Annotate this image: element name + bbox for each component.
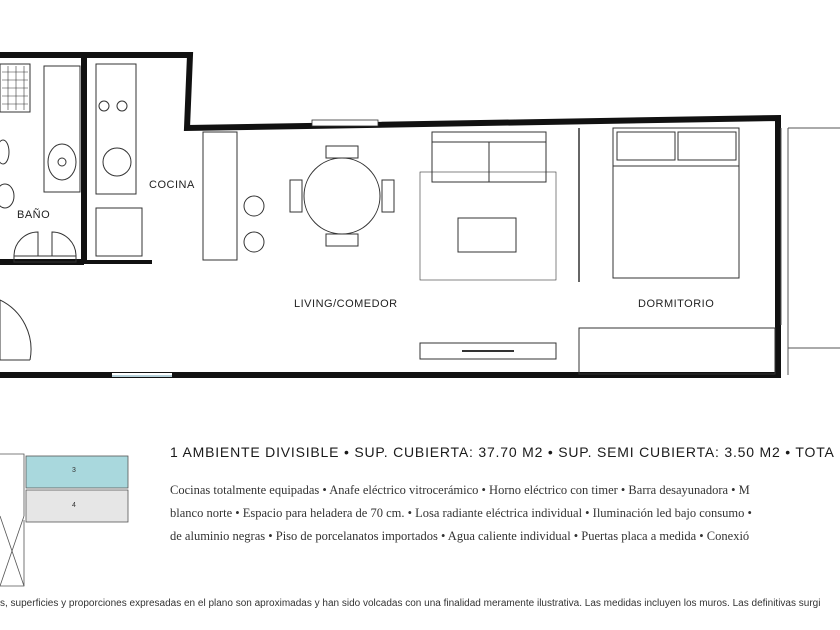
kitchen-fixtures — [96, 64, 264, 260]
tv-unit — [420, 343, 556, 359]
room-label-cocina: COCINA — [149, 179, 195, 191]
room-label-living: LIVING/COMEDOR — [294, 298, 398, 310]
keyplan-unit-4 — [26, 490, 128, 522]
key-plan — [0, 454, 128, 586]
walls — [0, 55, 778, 375]
keyplan-label-3: 3 — [72, 467, 76, 474]
unit-summary: 1 AMBIENTE DIVISIBLE • SUP. CUBIERTA: 37.70 M2 • SUP. SEMI CUBIERTA: 3.50 M2 • TOTA — [170, 444, 835, 460]
keyplan-label-4: 4 — [72, 502, 76, 509]
balcony — [781, 128, 840, 375]
entrance-door — [0, 300, 31, 360]
features-line-2: blanco norte • Espacio para heladera de 70 cm. • Losa radiante eléctrica individual • Iluminación led bajo consumo • — [170, 506, 752, 520]
bed — [613, 128, 739, 278]
room-label-bano: BAÑO — [17, 209, 51, 221]
closet — [579, 328, 775, 374]
disclaimer: s, superficies y proporciones expresadas en el plano son aproximadas y han sido volcadas con una finalidad meramente ilustrativa. Las medidas incluyen los muros. Las definitivas surgi — [0, 598, 821, 609]
features-line-1: Cocinas totalmente equipadas • Anafe eléctrico vitrocerámico • Horno eléctrico con timer • Barra desayunadora • M — [170, 483, 750, 497]
sofa-rug — [420, 132, 556, 280]
features-line-3: de aluminio negras • Piso de porcelanatos importados • Agua caliente individual • Puertas placa a medida • Conexió — [170, 529, 750, 543]
keyplan-unit-3 — [26, 456, 128, 488]
room-label-dormitorio: DORMITORIO — [638, 298, 715, 310]
bathroom-fixtures — [0, 64, 80, 262]
dining-table — [290, 146, 394, 246]
